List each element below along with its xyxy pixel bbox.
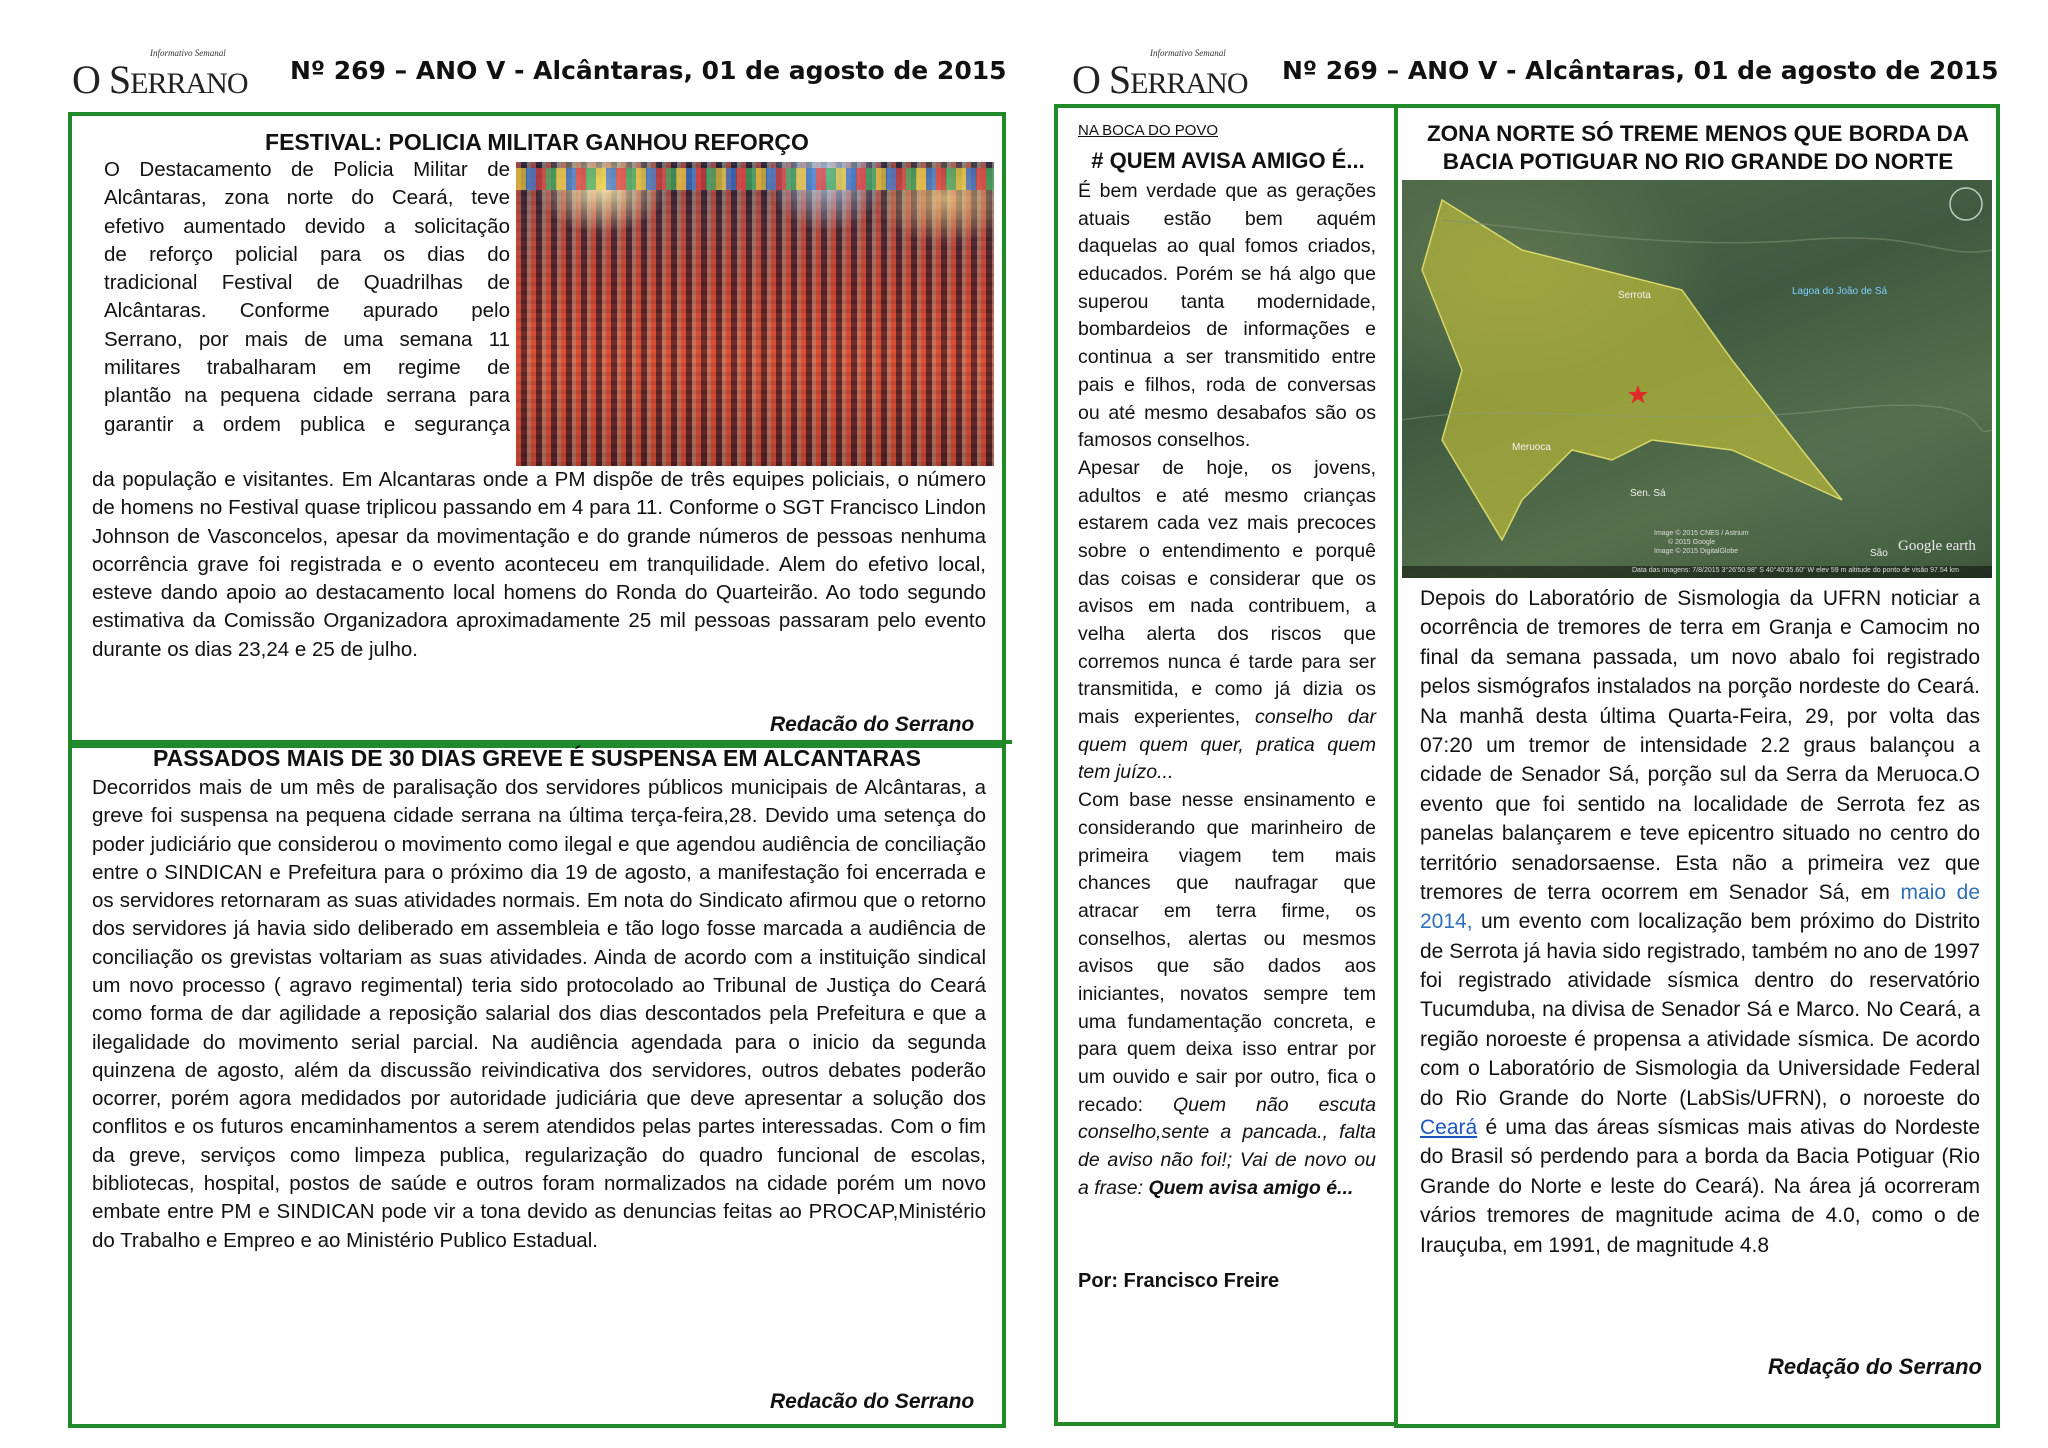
article1-wrap-line: garantir a ordem publica e segurança xyxy=(104,412,510,436)
masthead-logo-left xyxy=(72,48,272,102)
column-body xyxy=(1078,178,1376,1202)
masthead-logo-right xyxy=(1072,48,1272,102)
map-status-text: Data das imagens: 7/8/2015 3°26'50.98" S 40°40'35.60" W elev 59 m altitude do ponto de visão 97.54 km xyxy=(1632,567,1959,574)
map-credit: Image © 2015 DigitalGlobe xyxy=(1654,548,1739,555)
article2-body: Decorridos mais de um mês de paralisação dos servidores públicos municipais de Alcântaras, a greve foi suspensa na pequena cidade serrana na última terça-feira,28. Devido uma setença do poder judiciário que considerou o movimento como ilegal e que agendou audiência de conciliação entre o SINDICAN e Prefeitura para o próximo dia 19 de agosto, a manifestação foi encerrada e os servidores retornaram as suas atividades normais. Em nota do Sindicato afirmou que o retorno dos servidores já havia sido deliberado em assembleia e tão logo fosse marcada a audiência de conciliação os grevistas voltariam as suas atividades. Ainda de acordo com a instituição sindical um novo processo ( agravo regimental) teria sido protocolado ao Tribunal de Justiça do Ceará como forma de dar agilidade a reposição salarial dos dias descontados pela Prefeitura e que a ilegalidade do movimento serial parcial. Na audiência agendada para o inicio da segunda quinzena de agosto, além da discussão reivindicativa dos servidores, outros debates poderão ocorrer, porém agora medidados por autoridade judiciária que deve apresentar a solução dos conflitos e os futuros encaminhamentos a serem atendidos pelas partes interessadas. Com o fim da greve, serviços como limpeza publica, regularização do quadro funcional de escolas, bibliotecas, hospital, postos de saúde e outros foram normalizados na cidade porém um novo embate entre PM e SINDICAN pode vir a tona devido as denuncias feitas ao PROCAP,Ministério do Trabalho e Empreo e ao Ministério Publico Estadual. xyxy=(92,776,986,1252)
masthead-title: O SERRANO xyxy=(1072,57,1248,102)
article3-paragraph: Depois do Laboratório de Sismologia da UFRN noticiar a ocorrência de tremores de terra em Granja e Camocim no final da semana passada, um novo abalo foi registrado pelos sismógrafos instalados na porção nordeste do Ceará. Na manhã desta última Quarta-Feira, 29, por volta das 07:20 um tremor de intensidade 2.2 graus balançou a cidade de Senador Sá, porção sul da Serra da Meruoca.O evento que foi sentido na localidade de Serrota fez as panelas balançarem e teve epicentro situado no centro do território senadorsaense. Esta não a primeira vez que tremores de terra ocorrem em Senador Sá, em maio de 2014, um evento com localização bem próximo do Distrito de Serrota já havia sido registrado, também no ano de 1997 foi registrado atividade sísmica dentro do reservatório Tucumduba, na divisa de Senador Sá e Marco. No Ceará, a região noroeste é propensa a atividade sísmica. De acordo com o Laboratório de Sismologia da Universidade Federal do Rio Grande do Norte (LabSis/UFRN), o noroeste do Ceará é uma das áreas sísmicas mais ativas do Nordeste do Brasil só perdendo para a borda da Bacia Potiguar (Rio Grande do Norte e leste do Ceará). Na área já ocorreram vários tremores de magnitude acima de 4.0, como o de Irauçuba, em 1991, de magnitude 4.8 xyxy=(1420,587,1980,1257)
article3-body xyxy=(1420,584,1980,1260)
map-label-sao: São xyxy=(1870,548,1888,559)
google-earth-logo: Google earth xyxy=(1898,538,1976,554)
column-paragraph-3: Com base nesse ensinamento e considerando que marinheiro de primeira viagem tem mais chances que naufragar que atracar em terra firme, os conselhos, alertas ou mesmos avisos que são dados aos iniciantes, novatos sempre tem uma fundamentação concreta, e para quem deixa isso entrar por um ouvido e sair por outro, fica o recado: Quem não escuta conselho,sente a pancada., falta de aviso não foi!; Vai de novo ou a frase: Quem avisa amigo é... xyxy=(1078,789,1376,1199)
article1-wrap-text xyxy=(104,156,510,439)
ceara-link[interactable]: Ceará xyxy=(1420,1116,1478,1140)
masthead-tagline: Informativo Semanal xyxy=(150,48,226,58)
article1-wrap-line: plantão na pequena cidade serrana para xyxy=(104,384,510,408)
festival-crowd-photo xyxy=(516,162,994,466)
article2-headline: PASSADOS MAIS DE 30 DIAS GREVE É SUSPENSA EM ALCANTARAS xyxy=(152,745,922,771)
map-credit: Image © 2015 CNES / Astrium xyxy=(1654,530,1749,537)
issue-line-right: Nº 269 – ANO V - Alcântaras, 01 de agosto de 2015 xyxy=(1282,56,1999,85)
bunting-flags xyxy=(516,168,994,190)
article3-byline: Redação do Serrano xyxy=(1768,1354,1982,1379)
column-paragraph-1: É bem verdade que as gerações atuais estão bem aquém daquelas ao qual fomos criados, educados. Porém se há algo que superou tanta modernidade, bombardeios de informações e continua a ser transmitido entre pais e filhos, roda de conversas ou até mesmo desabafos são os famosos conselhos. xyxy=(1078,180,1376,452)
map-label-meruoca: Meruoca xyxy=(1512,442,1551,453)
river-line xyxy=(1442,220,1992,252)
issue-line-left: Nº 269 – ANO V - Alcântaras, 01 de agosto de 2015 xyxy=(290,56,1007,85)
column-author: Por: Francisco Freire xyxy=(1078,1270,1280,1292)
article1-wrap-line: militares trabalharam em regime de xyxy=(104,355,510,379)
masthead-tagline: Informativo Semanal xyxy=(1150,48,1226,58)
map-label-sen-sa: Sen. Sá xyxy=(1630,488,1666,499)
may-2014-link[interactable]: maio de 2014, xyxy=(1420,880,1980,934)
satellite-map xyxy=(1402,180,1992,578)
column-kicker: NA BOCA DO POVO xyxy=(1078,122,1219,139)
masthead-title: O SERRANO xyxy=(72,57,248,102)
article1-wrap-line: efetivo aumentado devido a solicitação xyxy=(104,214,510,238)
article1-wrap-line: tradicional Festival de Quadrilhas de xyxy=(104,271,510,295)
article1-byline: Redacão do Serrano xyxy=(770,713,975,736)
column-paragraph-2: Apesar de hoje, os jovens, adultos e até mesmo crianças estarem cada vez mais precoces sobre o entendimento e porquê das coisas e considerar que os avisos em nada contribuem, a velha alerta dos riscos que corremos nunca é tarde para ser transmitida, e como já dizia os mais experientes, conselho dar quem quem quer, pratica quem tem juízo... xyxy=(1078,456,1376,784)
article1-wrap-line: de reforço policial para os dias do xyxy=(104,242,510,266)
article1-wrap-line: O Destacamento de Policia Militar de xyxy=(104,158,510,181)
article1-headline: FESTIVAL: POLICIA MILITAR GANHOU REFORÇO xyxy=(265,129,809,155)
column-headline: # QUEM AVISA AMIGO É... xyxy=(1091,148,1365,173)
map-overlay xyxy=(1402,180,1992,578)
map-label-serrota: Serrota xyxy=(1618,290,1651,301)
article1-wrap-line: Alcântaras, zona norte do Ceará, teve xyxy=(104,186,510,210)
compass-icon[interactable] xyxy=(1950,188,1982,220)
article1-body: da população e visitantes. Em Alcantaras onde a PM dispõe de três equipes policiais, o número de homens no Festival quase triplicou passando em 4 para 11. Conforme o SGT Francisco Lindon Johnson de Vasconcelos, apesar da movimentação e do grande números de pessoas nenhuma ocorrência grave foi registrada e o evento aconteceu em tranquilidade. Alem do efetivo local, esteve dando apoio ao destacamento local homens do Ronda do Quarteirão. Ao todo segundo estimativa da Comissão Organizadora aproximadamente 25 mil pessoas passaram pelo evento durante os dias 23,24 e 25 de julho. xyxy=(92,468,986,661)
map-credit: © 2015 Google xyxy=(1668,539,1716,546)
article1-wrap-line: Serrano, por mais de uma semana 11 xyxy=(104,327,510,351)
article3-headline: ZONA NORTE SÓ TREME MENOS QUE BORDA DA BACIA POTIGUAR NO RIO GRANDE DO NORTE xyxy=(1426,121,1970,175)
article1-wrap-line: Alcântaras. Conforme apurado pelo xyxy=(104,299,510,323)
article2-byline: Redacão do Serrano xyxy=(770,1390,975,1413)
map-label-lagoa: Lagoa do João de Sá xyxy=(1792,286,1888,297)
